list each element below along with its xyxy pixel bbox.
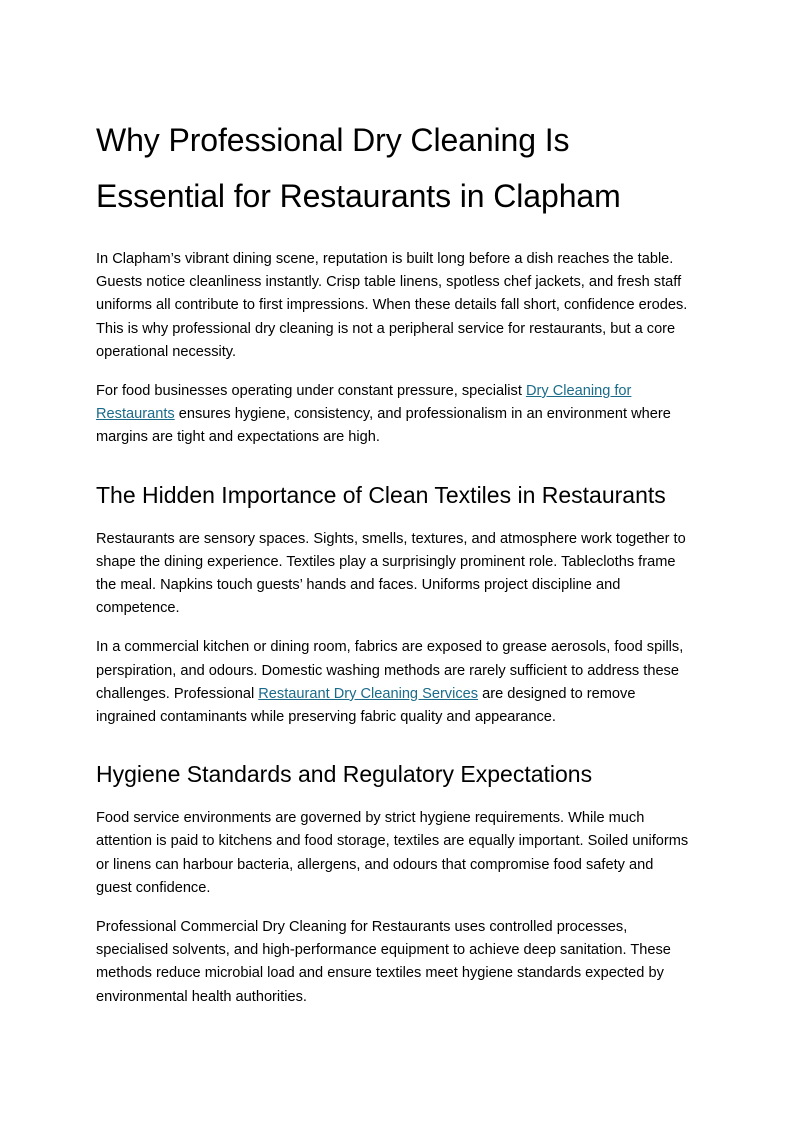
section1-paragraph-2 [96,636,699,729]
section1-paragraph-2-text-after: are designed to remove ingrained contaminants while preserving fabric quality and appearance. [96,685,636,726]
restaurant-dry-cleaning-services-link[interactable]: Restaurant Dry Cleaning Services [258,685,479,702]
section1-paragraph-1: Restaurants are sensory spaces. Sights, smells, textures, and atmosphere work together to shape the dining experience. Textiles play a surprisingly prominent role. Tablecloths frame the meal. Napkins touch guests’ hands and faces. Uniforms project discipline and competence. [96,530,686,617]
dry-cleaning-for-restaurants-link[interactable]: Dry Cleaning for Restaurants [96,383,632,423]
page-title: Why Professional Dry Cleaning Is Essential for Restaurants in Clapham [96,122,621,214]
section1-paragraph-2-text-before: In a commercial kitchen or dining room, fabrics are exposed to grease aerosols, food spills, perspiration, and odours. Domestic washing methods are rarely sufficient to address these challenges. Professional [96,639,684,702]
section2-paragraph-1: Food service environments are governed by strict hygiene requirements. While much attention is paid to kitchens and food storage, textiles are equally important. Soiled uniforms or linens can harbour bacteria, allergens, and odours that compromise food safety and guest confidence. [96,810,689,896]
intro-paragraph-2-text-after: ensures hygiene, consistency, and professionalism in an environment where margins are tight and expectations are high. [96,406,671,446]
intro-paragraph-2-text-before: For food businesses operating under constant pressure, specialist [96,383,526,400]
section-heading-clean-textiles: The Hidden Importance of Clean Textiles in Restaurants [96,481,666,508]
section-heading-hygiene-standards: Hygiene Standards and Regulatory Expectations [96,761,593,788]
intro-paragraph-1: In Clapham’s vibrant dining scene, reputation is built long before a dish reaches the table. Guests notice cleanliness instantly. Crisp table linens, spotless chef jackets, and fresh staff uniforms all contribute to first impressions. When these details fall short, confidence erodes. This is why professional dry cleaning is not a peripheral service for restaurants, but a core operational necessity. [96,251,688,360]
section2-paragraph-2: Professional Commercial Dry Cleaning for Restaurants uses controlled processes, specialised solvents, and high-performance equipment to achieve deep sanitation. These methods reduce microbial load and ensure textiles meet hygiene standards expected by environmental health authorities. [96,919,671,1005]
intro-paragraph-2 [96,380,699,450]
